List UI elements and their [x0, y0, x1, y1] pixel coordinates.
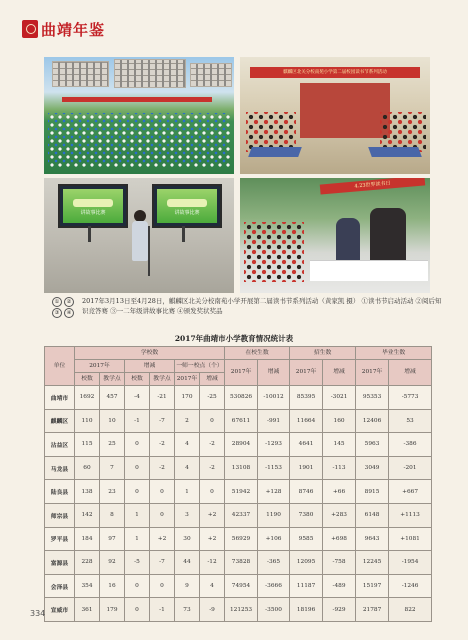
table-cell: 4 [175, 456, 200, 480]
table-cell: -991 [258, 409, 290, 433]
table-cell: 10 [100, 409, 125, 433]
photo-storytelling-contest [44, 178, 234, 293]
caption-text: 2017年3月13日至4月28日，麒麟区北关分校南苑小学开展第二届读书节系列活动（黄家凯 摄） ①读书节启动活动 ②阅后知识竞答赛 ③一二年级讲故事比赛 ④颁发奖状奖品 [82, 297, 442, 315]
table-cell: 138 [75, 480, 100, 504]
table-cell: 6148 [356, 503, 389, 527]
table-cell: 4 [175, 433, 200, 457]
header-grad-2017: 2017年 [356, 360, 389, 386]
table-cell: 28904 [225, 433, 258, 457]
table-cell: 51942 [225, 480, 258, 504]
table-cell: 7 [100, 456, 125, 480]
table-cell: -929 [323, 598, 356, 622]
table-cell: 1 [175, 480, 200, 504]
table-cell-unit: 陆良县 [45, 480, 75, 504]
table-cell: -365 [258, 551, 290, 575]
table-cell: 8915 [356, 480, 389, 504]
table-row [45, 598, 432, 622]
caption-num: ① [52, 297, 62, 307]
table-cell: 1901 [290, 456, 323, 480]
table-row [45, 456, 432, 480]
table-row [45, 480, 432, 504]
photo-teacher [370, 208, 406, 268]
table-cell: 9 [175, 574, 200, 598]
table-cell: 9585 [290, 527, 323, 551]
table-cell: 530826 [225, 386, 258, 410]
table-cell: -12 [200, 551, 225, 575]
header-teaching-point-change: 教学点 [150, 373, 175, 386]
table-body [45, 386, 432, 622]
table-cell: +667 [389, 480, 432, 504]
table-row [45, 409, 432, 433]
table-cell: 0 [125, 433, 150, 457]
table-cell: 0 [150, 574, 175, 598]
table-cell: 4 [200, 574, 225, 598]
table-cell: 13108 [225, 456, 258, 480]
table-cell: 184 [75, 527, 100, 551]
table-cell-unit: 罗平县 [45, 527, 75, 551]
table-cell: -3021 [323, 386, 356, 410]
photo-audience [380, 112, 426, 152]
table-cell: -25 [200, 386, 225, 410]
photo-banner-text: 麒麟区北关分校南苑小学第二届校园读书节系列活动 [283, 70, 387, 75]
table-cell: 74954 [225, 574, 258, 598]
header-admit-change: 增减 [323, 360, 356, 386]
table-cell: -2 [200, 433, 225, 457]
header-one-complete: 一师一校点（个） [175, 360, 225, 373]
header-2017: 2017年 [75, 360, 125, 373]
table-cell: 0 [150, 503, 175, 527]
table-row [45, 574, 432, 598]
header-grad-change: 增减 [389, 360, 432, 386]
table-cell: 0 [150, 480, 175, 504]
table-cell: -758 [323, 551, 356, 575]
header-enroll-2017: 2017年 [225, 360, 258, 386]
table-cell-unit: 沾益区 [45, 433, 75, 457]
table-cell: 42337 [225, 503, 258, 527]
header-schools: 学校数 [75, 347, 225, 360]
table-cell: 73 [175, 598, 200, 622]
table-cell: 228 [75, 551, 100, 575]
table-cell: 121253 [225, 598, 258, 622]
table-cell: -386 [389, 433, 432, 457]
table-cell: 12406 [356, 409, 389, 433]
table-cell: 67611 [225, 409, 258, 433]
table-cell: 7380 [290, 503, 323, 527]
table-cell: 30 [175, 527, 200, 551]
photo-building [52, 61, 109, 87]
photo-student [132, 221, 148, 261]
photo-banner [62, 97, 212, 102]
table-cell: +2 [150, 527, 175, 551]
photo-students [244, 222, 304, 282]
photo-microphone [148, 226, 150, 276]
table-cell: 142 [75, 503, 100, 527]
header-one-complete-2017: 2017年 [175, 373, 200, 386]
table-cell: 0 [125, 480, 150, 504]
table-cell: 160 [323, 409, 356, 433]
table-cell: 73828 [225, 551, 258, 575]
table-cell: 0 [200, 409, 225, 433]
table-row [45, 433, 432, 457]
table-cell: 8 [100, 503, 125, 527]
screen-right-text: 讲故事比赛 [174, 210, 200, 216]
caption-num: ③ [52, 308, 62, 318]
table-cell: 2 [175, 409, 200, 433]
table-cell: +128 [258, 480, 290, 504]
statistics-table [44, 346, 432, 622]
table-cell: -2 [150, 456, 175, 480]
table-cell: 457 [100, 386, 125, 410]
photo-desk [368, 147, 422, 157]
table-cell-unit: 师宗县 [45, 503, 75, 527]
table-cell: 97 [100, 527, 125, 551]
header-school-count: 校数 [75, 373, 100, 386]
table-cell: 1 [125, 527, 150, 551]
table-cell: +283 [323, 503, 356, 527]
table-row [45, 503, 432, 527]
photo-screen-right [152, 184, 222, 228]
header-one-complete-change: 增减 [200, 373, 225, 386]
table-cell: +2 [200, 503, 225, 527]
table-cell: 354 [75, 574, 100, 598]
photo-table [310, 260, 428, 281]
table-cell: +1081 [389, 527, 432, 551]
header-enrollment: 在校生数 [225, 347, 290, 360]
table-cell: 15197 [356, 574, 389, 598]
table-cell: 0 [125, 574, 150, 598]
table-cell: 60 [75, 456, 100, 480]
table-cell: -3500 [258, 598, 290, 622]
table-cell: 0 [200, 480, 225, 504]
table-cell: 822 [389, 598, 432, 622]
yearbook-emblem-icon [22, 20, 38, 38]
table-cell: -7 [150, 551, 175, 575]
header-teaching-point: 教学点 [100, 373, 125, 386]
table-cell: 11187 [290, 574, 323, 598]
table-cell: 12245 [356, 551, 389, 575]
table-cell: -1293 [258, 433, 290, 457]
header-unit: 单位 [45, 347, 75, 386]
caption-num: ② [64, 297, 74, 307]
table-row [45, 551, 432, 575]
table-cell: 9643 [356, 527, 389, 551]
table-cell: -1954 [389, 551, 432, 575]
table-cell: +66 [323, 480, 356, 504]
header-admit-2017: 2017年 [290, 360, 323, 386]
table-cell: 115 [75, 433, 100, 457]
caption-numbers [52, 296, 76, 318]
header-change: 增减 [125, 360, 175, 373]
table-cell-unit: 曲靖市 [45, 386, 75, 410]
table-cell: 361 [75, 598, 100, 622]
header-enroll-change: 增减 [258, 360, 290, 386]
table-cell: -2 [200, 456, 225, 480]
table-cell: 12095 [290, 551, 323, 575]
table-cell: +1113 [389, 503, 432, 527]
table-cell-unit: 马龙县 [45, 456, 75, 480]
table-cell: 8746 [290, 480, 323, 504]
photo-banner [320, 178, 425, 195]
table-cell: -5 [125, 551, 150, 575]
table-cell: -21 [150, 386, 175, 410]
caption-num: ④ [64, 308, 74, 318]
table-cell: 1692 [75, 386, 100, 410]
photo-students [48, 113, 230, 167]
photo-audience [246, 112, 296, 152]
table-cell: 25 [100, 433, 125, 457]
table-title: 2017年曲靖市小学教育情况统计表 [174, 334, 294, 343]
photo-knowledge-quiz [240, 57, 430, 174]
photo-award-ceremony [240, 178, 430, 293]
table-cell: 5963 [356, 433, 389, 457]
table-cell-unit: 麒麟区 [45, 409, 75, 433]
table-cell: 1190 [258, 503, 290, 527]
table-cell: 56929 [225, 527, 258, 551]
table-cell: -201 [389, 456, 432, 480]
photo-building [190, 63, 232, 87]
table-cell: -4 [125, 386, 150, 410]
table-cell: -1 [125, 409, 150, 433]
table-cell: 3 [175, 503, 200, 527]
table-cell: -1246 [389, 574, 432, 598]
table-cell-unit: 会泽县 [45, 574, 75, 598]
table-cell: 85395 [290, 386, 323, 410]
photo-stand [182, 226, 185, 242]
table-cell: +106 [258, 527, 290, 551]
header-school-count-change: 校数 [125, 373, 150, 386]
header-title: 曲靖年鉴 [41, 20, 106, 39]
table-cell: -1 [150, 598, 175, 622]
table-cell: 18196 [290, 598, 323, 622]
photo-building [114, 59, 186, 88]
table-cell: 92 [100, 551, 125, 575]
photo-stand [88, 226, 91, 242]
table-cell: -10012 [258, 386, 290, 410]
table-cell: -1153 [258, 456, 290, 480]
photo-banner [250, 67, 420, 78]
table-cell: 16 [100, 574, 125, 598]
table-cell: 110 [75, 409, 100, 433]
page-header [22, 18, 105, 40]
screen-left-text: 讲故事比赛 [80, 210, 106, 216]
table-cell: -113 [323, 456, 356, 480]
table-cell: 4641 [290, 433, 323, 457]
photo-opening-ceremony [44, 57, 234, 174]
table-row [45, 386, 432, 410]
photo-screen-left [58, 184, 128, 228]
table-cell: 0 [125, 598, 150, 622]
photo-stage [300, 83, 390, 138]
table-cell: 95353 [356, 386, 389, 410]
table-cell: -3666 [258, 574, 290, 598]
table-cell-unit: 宣威市 [45, 598, 75, 622]
table-cell: 3049 [356, 456, 389, 480]
table-cell: 1 [125, 503, 150, 527]
table-cell: 53 [389, 409, 432, 433]
table-row [45, 527, 432, 551]
header-admission: 招生数 [290, 347, 356, 360]
table-cell-unit: 富源县 [45, 551, 75, 575]
header-graduates: 毕业生数 [356, 347, 432, 360]
table-cell: -9 [200, 598, 225, 622]
page-number: 334 [30, 609, 46, 618]
photo-desk [248, 147, 302, 157]
table-cell: 23 [100, 480, 125, 504]
table-cell: 170 [175, 386, 200, 410]
table-cell: 44 [175, 551, 200, 575]
table-cell: 21787 [356, 598, 389, 622]
photo-banner-text-4: 4.23世界读书日 [354, 180, 391, 190]
table-cell: +2 [200, 527, 225, 551]
table-cell: 145 [323, 433, 356, 457]
table-cell: 11664 [290, 409, 323, 433]
table-cell: -7 [150, 409, 175, 433]
table-cell: -5773 [389, 386, 432, 410]
table-cell: +698 [323, 527, 356, 551]
table-cell: 179 [100, 598, 125, 622]
table-cell: 0 [125, 456, 150, 480]
table-cell: -2 [150, 433, 175, 457]
table-cell: -489 [323, 574, 356, 598]
